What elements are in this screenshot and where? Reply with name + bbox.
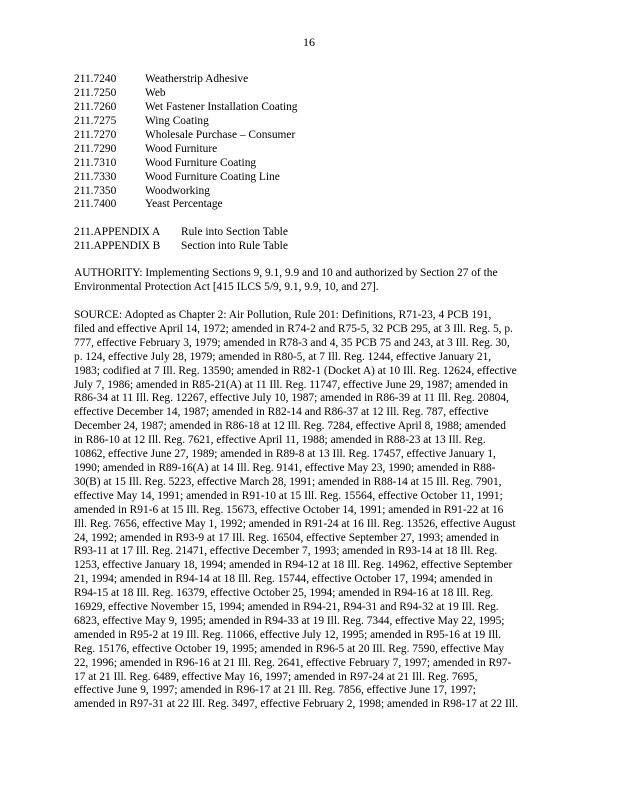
source-line: 6823, effective May 9, 1995; amended in R94-33 at 19 Ill. Reg. 7344, effective May 22, 1995; [74, 614, 505, 627]
source-line: amended in R97-31 at 22 Ill. Reg. 3497, effective February 2, 1998; amended in R98-17 at 22 Ill. [74, 698, 518, 711]
source-line: amended in R91-6 at 15 Ill. Reg. 15673, effective October 14, 1991; amended in R91-22 at 16 [74, 503, 504, 516]
source-line: Ill. Reg. 7656, effective May 1, 1992; amended in R91-24 at 16 Ill. Reg. 13526, effective August [74, 517, 516, 530]
appendix-list [74, 226, 288, 254]
definition-row [74, 171, 298, 185]
section-term: Web [145, 86, 166, 99]
definition-row [74, 115, 298, 129]
definition-row [74, 73, 298, 87]
section-number: 211.7290 [74, 142, 117, 155]
appendix-title: Section into Rule Table [181, 239, 288, 252]
definition-row [74, 101, 298, 115]
source-line: Reg. 15176, effective October 19, 1995; amended in R96-5 at 20 Ill. Reg. 7590, effective May [74, 642, 505, 655]
source-line: 17 at 21 Ill. Reg. 6489, effective May 16, 1997; amended in R97-24 at 21 Ill. Reg. 7695, [74, 670, 478, 683]
appendix-row [74, 226, 288, 240]
appendix-number: 211.APPENDIX B [74, 239, 161, 252]
section-term: Wing Coating [145, 114, 209, 127]
section-number: 211.7400 [74, 198, 117, 211]
source-line: 16929, effective November 15, 1994; amended in R94-21, R94-31 and R94-32 at 19 Ill. Reg. [74, 601, 499, 614]
source-line: 21, 1994; amended in R94-14 at 18 Ill. Reg. 15744, effective October 17, 1994; amended in [74, 573, 493, 586]
section-term: Wholesale Purchase – Consumer [145, 128, 296, 141]
source-paragraph [74, 309, 544, 712]
source-line: July 7, 1986; amended in R85-21(A) at 11 Ill. Reg. 11747, effective June 29, 1987; amended in [74, 378, 508, 391]
section-term: Wet Fastener Installation Coating [145, 100, 298, 113]
source-line: 1253, effective January 18, 1994; amended in R94-12 at 18 Ill. Reg. 14962, effective September [74, 559, 513, 572]
section-number: 211.7310 [74, 156, 117, 169]
section-term: Woodworking [145, 184, 210, 197]
appendix-title: Rule into Section Table [181, 226, 288, 238]
source-line: filed and effective April 14, 1972; amended in R74-2 and R75-5, 32 PCB 295, at 3 Ill. Reg. 5, p. [74, 322, 513, 335]
section-term: Wood Furniture Coating [145, 156, 257, 169]
source-line: 10862, effective June 27, 1989; amended in R89-8 at 13 Ill. Reg. 17457, effective January 1, [74, 448, 496, 461]
definition-row [74, 185, 298, 199]
section-term: Wood Furniture Coating Line [145, 170, 280, 183]
source-line: effective December 14, 1987; amended in R82-14 and R86-37 at 12 Ill. Reg. 787, effective [74, 406, 489, 419]
section-term: Weatherstrip Adhesive [145, 73, 249, 85]
source-line: 30(B) at 15 Ill. Reg. 5223, effective March 28, 1991; amended in R88-14 at 15 Ill. Reg. 7901, [74, 475, 502, 488]
section-term: Wood Furniture [145, 142, 218, 155]
source-line: R93-11 at 17 Ill. Reg. 21471, effective December 7, 1993; amended in R93-14 at 18 Ill. Reg. [74, 545, 498, 558]
source-line: R86-34 at 11 Ill. Reg. 12267, effective July 10, 1987; amended in R86-39 at 11 Ill. Reg. 20804, [74, 392, 509, 405]
section-number: 211.7330 [74, 170, 117, 183]
section-number: 211.7240 [74, 73, 117, 85]
appendix-row [74, 240, 288, 254]
definition-row [74, 143, 298, 157]
authority-paragraph: AUTHORITY: Implementing Sections 9, 9.1, 9.9 and 10 and authorized by Section 27 of the Environmental Protection Act [415 ILCS 5/9, 9.1, 9.9, 10, and 27]. [74, 267, 498, 293]
definition-row [74, 87, 298, 101]
source-line: 22, 1996; amended in R96-16 at 21 Ill. Reg. 2641, effective February 7, 1997; amended in R97- [74, 656, 512, 669]
section-number: 211.7275 [74, 114, 117, 127]
section-number: 211.7250 [74, 86, 117, 99]
section-number: 211.7260 [74, 100, 117, 113]
source-line: amended in R95-2 at 19 Ill. Reg. 11066, effective July 12, 1995; amended in R95-16 at 19 Ill. [74, 628, 502, 641]
definition-row [74, 129, 298, 143]
source-line: effective June 9, 1997; amended in R96-17 at 21 Ill. Reg. 7856, effective June 17, 1997; [74, 684, 476, 697]
definition-row [74, 157, 298, 171]
source-line: 24, 1992; amended in R93-9 at 17 Ill. Reg. 16504, effective September 27, 1993; amended in [74, 531, 499, 544]
source-line: December 24, 1987; amended in R86-18 at 12 Ill. Reg. 7284, effective April 8, 1988; amended [74, 420, 506, 433]
source-line: 777, effective February 3, 1979; amended in R78-3 and 4, 35 PCB 75 and 243, at 3 Ill. Reg. 30, [74, 336, 510, 349]
section-number: 211.7350 [74, 184, 117, 197]
section-number: 211.7270 [74, 128, 117, 141]
appendix-number: 211.APPENDIX A [74, 226, 161, 238]
source-line: p. 124, effective July 28, 1979; amended in R80-5, at 7 Ill. Reg. 1244, effective January 21, [74, 350, 492, 363]
source-line: 1983; codified at 7 Ill. Reg. 13590; amended in R82-1 (Docket A) at 10 Ill. Reg. 12624, effective [74, 364, 517, 377]
definitions-list [74, 73, 298, 212]
section-term: Yeast Percentage [145, 198, 223, 211]
source-line: effective May 14, 1991; amended in R91-10 at 15 Ill. Reg. 15564, effective October 11, 1991; [74, 489, 503, 502]
source-line: in R86-10 at 12 Ill. Reg. 7621, effective April 11, 1988; amended in R88-23 at 13 Ill. Reg. [74, 434, 486, 447]
source-line: R94-15 at 18 Ill. Reg. 16379, effective October 25, 1994; amended in R94-16 at 18 Ill. Reg. [74, 587, 494, 600]
page-number: 16 [303, 35, 315, 49]
source-line: SOURCE: Adopted as Chapter 2: Air Pollution, Rule 201: Definitions, R71-23, 4 PCB 191, [74, 309, 492, 321]
definition-row [74, 198, 298, 212]
source-line: 1990; amended in R89-16(A) at 14 Ill. Reg. 9141, effective May 23, 1990; amended in R88- [74, 461, 496, 474]
